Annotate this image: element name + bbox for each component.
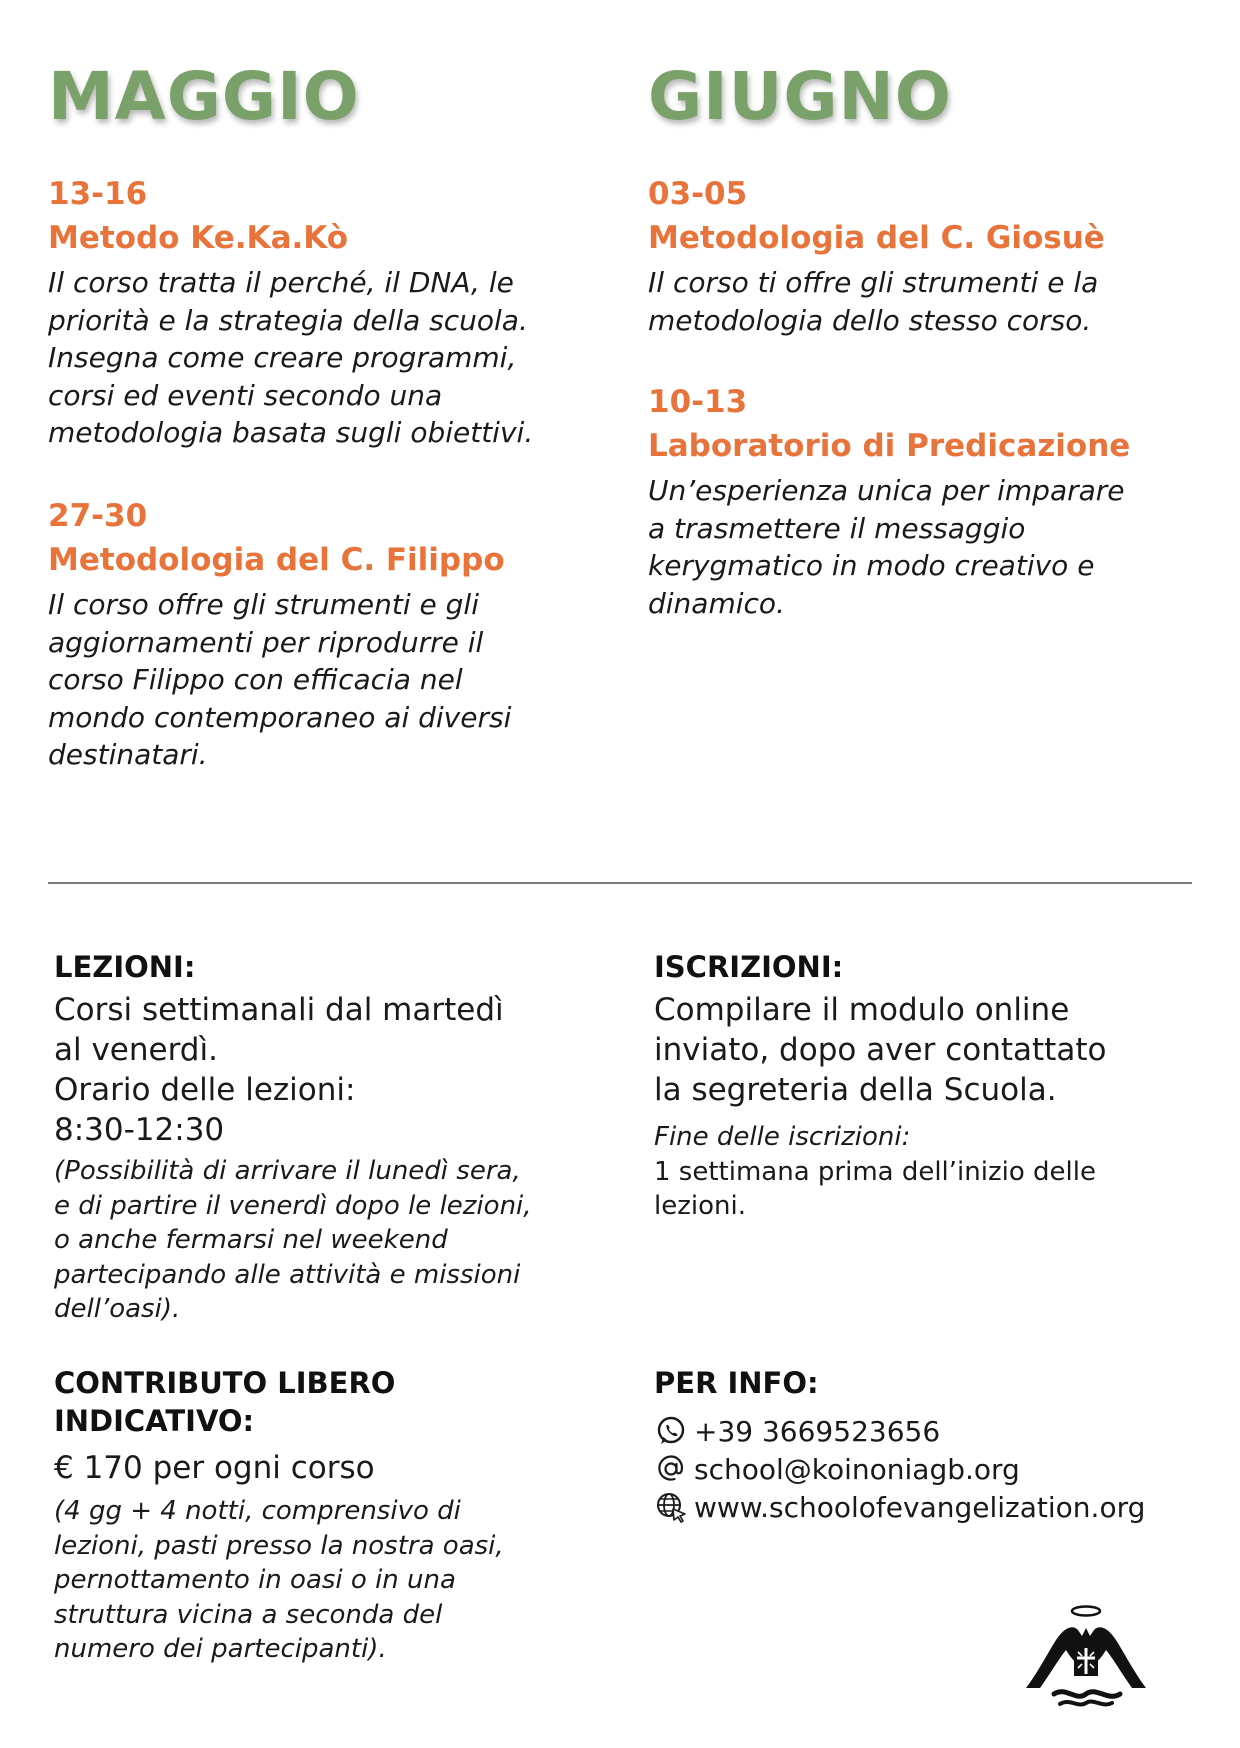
month-heading-giugno: GIUGNO [648, 58, 952, 135]
desc-line: Insegna come creare programmi, [48, 341, 517, 374]
event-description [648, 472, 1208, 622]
event-description [48, 586, 638, 774]
label-line: CONTRIBUTO LIBERO [54, 1366, 396, 1400]
body-line: inviato, dopo aver contattato [654, 1032, 1107, 1068]
desc-line: a trasmettere il messaggio [648, 511, 1026, 545]
event-title: Metodologia del C. Filippo [48, 542, 505, 578]
body-line: al venerdì. [54, 1032, 218, 1068]
desc-line: Il corso tratta il perché, il DNA, le [48, 266, 514, 299]
note-line: o anche fermarsi nel weekend [54, 1225, 448, 1255]
month-heading-maggio: MAGGIO [48, 58, 360, 135]
desc-line: corsi ed eventi secondo una [48, 378, 443, 412]
desc-line: Il corso ti offre gli strumenti e la [648, 266, 1099, 299]
event-date: 03-05 [648, 176, 748, 212]
contributo-label [54, 1364, 634, 1440]
contributo-note [54, 1494, 634, 1667]
contributo-price: € 170 per ogni corso [54, 1450, 375, 1486]
deadline-line: lezioni. [654, 1191, 746, 1221]
desc-line: mondo contemporaneo ai diversi [48, 700, 512, 734]
note-line: pernottamento in oasi o in una [54, 1565, 456, 1595]
lezioni-label: LEZIONI: [54, 950, 196, 984]
phone-number[interactable]: +39 3669523656 [694, 1414, 941, 1448]
email-address[interactable]: school@koinoniagb.org [694, 1452, 1020, 1486]
event-description [48, 264, 638, 452]
iscrizioni-label: ISCRIZIONI: [654, 950, 844, 984]
event-ke-ka-ko [48, 172, 638, 452]
desc-line: aggiornamenti per riprodurre il [48, 625, 484, 659]
body-line: 8:30-12:30 [54, 1112, 225, 1148]
desc-line: corso Filippo con efficacia nel [48, 663, 463, 696]
deadline-line: 1 settimana prima dell’inizio delle [654, 1156, 1096, 1187]
email-row[interactable] [654, 1450, 1214, 1488]
contributo-section [54, 1364, 634, 1667]
event-date: 27-30 [48, 498, 148, 534]
iscrizioni-deadline-label: Fine delle iscrizioni: [654, 1122, 911, 1152]
event-date: 10-13 [648, 384, 748, 420]
lezioni-note [54, 1154, 634, 1327]
label-line: INDICATIVO: [54, 1404, 255, 1438]
event-giosue [648, 172, 1208, 339]
globe-cursor-icon [654, 1490, 688, 1524]
event-date: 13-16 [48, 176, 148, 212]
desc-line: metodologia dello stesso corso. [648, 303, 1092, 337]
desc-line: destinatari. [48, 738, 208, 771]
note-line: numero dei partecipanti). [54, 1634, 387, 1664]
website-url[interactable]: www.schoolofevangelization.org [694, 1490, 1146, 1524]
body-line: Corsi settimanali dal martedì [54, 992, 504, 1028]
website-row[interactable] [654, 1488, 1214, 1526]
event-title: Metodologia del C. Giosuè [648, 220, 1105, 256]
event-title: Laboratorio di Predicazione [648, 428, 1131, 464]
note-line: struttura vicina a seconda del [54, 1599, 443, 1630]
desc-line: metodologia basata sugli obiettivi. [48, 416, 534, 449]
iscrizioni-section [654, 948, 1214, 1224]
iscrizioni-deadline [654, 1155, 1214, 1224]
desc-line: Un’esperienza unica per imparare [648, 474, 1125, 507]
note-line: dell’oasi). [54, 1294, 181, 1324]
event-filippo [48, 494, 638, 774]
section-divider [48, 882, 1192, 884]
desc-line: priorità e la strategia della scuola. [48, 303, 528, 337]
phone-row[interactable] [654, 1412, 1214, 1450]
event-title: Metodo Ke.Ka.Kò [48, 220, 349, 256]
info-section [654, 1364, 1214, 1526]
body-line: Compilare il modulo online [654, 992, 1070, 1028]
body-line: la segreteria della Scuola. [654, 1072, 1057, 1108]
note-line: (Possibilità di arrivare il lunedì sera, [54, 1156, 521, 1186]
desc-line: dinamico. [648, 586, 785, 620]
at-sign-icon [654, 1452, 688, 1486]
desc-line: Il corso offre gli strumenti e gli [48, 588, 479, 621]
body-line: Orario delle lezioni: [54, 1072, 356, 1108]
note-line: partecipando alle attività e missioni [54, 1259, 521, 1290]
lezioni-body [54, 990, 634, 1150]
event-predicazione [648, 380, 1208, 622]
info-label: PER INFO: [654, 1366, 819, 1400]
event-description [648, 264, 1208, 339]
note-line: (4 gg + 4 notti, comprensivo di [54, 1496, 461, 1526]
iscrizioni-body [654, 990, 1214, 1110]
note-line: e di partire il venerdì dopo le lezioni, [54, 1190, 532, 1221]
lezioni-section [54, 948, 634, 1327]
whatsapp-icon [654, 1414, 688, 1448]
community-logo [1016, 1602, 1156, 1712]
note-line: lezioni, pasti presso la nostra oasi, [54, 1530, 504, 1561]
desc-line: kerygmatico in modo creativo e [648, 549, 1095, 582]
